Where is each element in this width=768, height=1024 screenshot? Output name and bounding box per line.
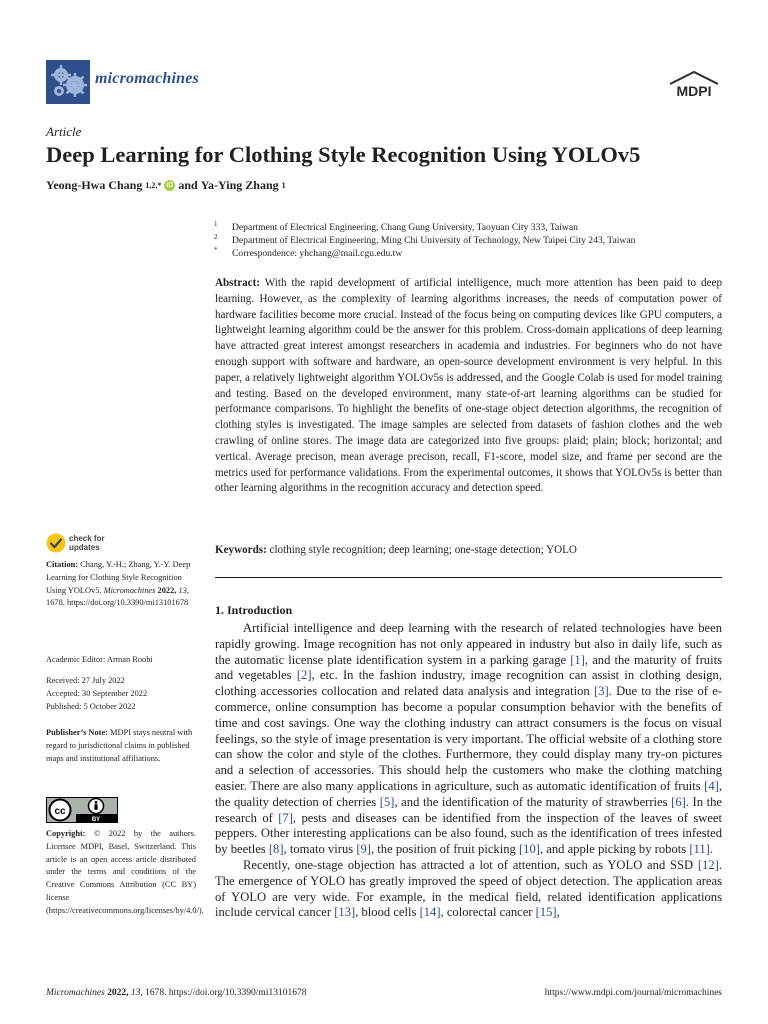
introduction-body: [215, 621, 722, 921]
author-name[interactable]: Yeong-Hwa Chang: [46, 178, 143, 192]
footer-doi-link[interactable]: 1678. https://doi.org/10.3390/mi13101678: [145, 988, 307, 998]
keywords-text: clothing style recognition; deep learning; one-stage detection; YOLO: [269, 544, 577, 556]
body-text-span: , the position of fruit picking: [371, 842, 519, 857]
footer-citation: [46, 988, 306, 998]
citation-link[interactable]: [1]: [570, 652, 585, 667]
check-for-updates-button[interactable]: [46, 533, 105, 553]
gears-icon: [46, 60, 90, 104]
citation-link[interactable]: [7]: [278, 810, 293, 825]
published-date: Published: 5 October 2022: [46, 701, 136, 711]
check-updates-line1: check for: [69, 534, 105, 543]
citation-link[interactable]: [3]: [593, 684, 609, 699]
citation-doi-link[interactable]: https://doi.org/10.3390/mi13101678: [66, 598, 189, 608]
citation-link[interactable]: [14]: [419, 905, 441, 920]
body-text-span: , pests and diseases can be identified from the inspection of the leaves of sweet peppers. Other interesting applications can be also found, such as the identification of trees infested by beetles: [215, 810, 722, 857]
abstract-text: With the rapid development of artificial intelligence, much more attention has been paid to deep learning. However, as the complexity of learning algorithms increases, the needs of computation power of hardware facilities become more crucial. Instead of the focus being on computing devices like GPU computers, a lightweight learning algorithm could be the answer for this problem. Cross-domain applications of deep learning have attracted great interest amongst researchers in academia and industries. For beginners who do not have enough support with software and hardware, an open-source development environment is very helpful. In this paper, a relatively lightweight algorithm YOLOv5s is addressed, and the Google Colab is used for model training and testing. Based on the developed environment, many state-of-art learning algorithms can be studied for performance comparisons. To highlight the benefits of one-stage object detection algorithms, the recognition of clothing styles is investigated. The image samples are selected from datasets of fashion clothes and the web crawling of online stores. The image data are categorized into five groups: plaid; plain; block; horizontal; and vertical. Average precison, mean average precison, recall, F1-score, model size, and frame per second are the metrics used for performance validations. From the experimental outcomes, it shows that YOLOv5s is better than other learning algorithms in the recognition accuracy and detection speed.: [215, 277, 722, 495]
body-text-span: . Due to the rise of e-commerce, online consumption has become a popular consumption behavior with the benefits of time and cost savings. One way the clothing industry can attract consumers is the focus on visual feelings, so the style of image presentation is very important. The official website of a clothing store can show the color and style of the clothes. Furthermore, they could display many try-on pictures and a selection of accessories. This should help the customers who make the clothing matching easier. There are also many applications in agriculture, such as automatic identification of fruits: [215, 684, 722, 793]
section-heading-introduction: 1. Introduction: [215, 603, 293, 617]
publisher-note-text: MDPI stays neutral with regard to jurisdictional claims in published maps and institutional affiliations.: [46, 728, 193, 763]
academic-editor: Academic Editor: Arman Roohi: [46, 655, 153, 664]
body-text-span: . The emergence of YOLO has greatly improved the speed of object detection. The application areas of YOLO are very wide. For example, in the medical field, related identification applications include cervical cancer: [215, 857, 722, 920]
cc-by-label: BY: [91, 817, 101, 823]
section-divider: [215, 577, 722, 578]
mdpi-logo-text: MDPI: [676, 83, 712, 99]
body-text-span: , etc. In the fashion industry, image recognition can assist in clothing design, clothing accessories collocation and related data analysis and integration: [215, 668, 722, 699]
body-text-span: , colorectal cancer: [440, 905, 536, 920]
citation-link[interactable]: [8]: [268, 842, 284, 857]
keywords-label: Keywords:: [215, 544, 267, 556]
body-text-span: , blood cells: [355, 905, 420, 920]
publisher-note: [46, 727, 196, 765]
body-text-span: ,: [556, 905, 560, 920]
article-title: Deep Learning for Clothing Style Recognition Using YOLOv5: [46, 142, 641, 167]
citation-link[interactable]: [4]: [704, 778, 719, 793]
citation-link[interactable]: [9]: [356, 842, 371, 857]
copyright-notice: [46, 828, 204, 918]
publication-dates: [46, 675, 196, 713]
citation-link[interactable]: [6]: [671, 794, 686, 809]
citation-link[interactable]: [5]: [379, 794, 395, 809]
citation-link[interactable]: [12]: [697, 857, 719, 872]
cc-by-license-icon[interactable]: [46, 797, 118, 823]
svg-text:cc: cc: [54, 806, 66, 817]
mdpi-logo[interactable]: [666, 70, 722, 100]
footer-journal-url[interactable]: https://www.mdpi.com/journal/micromachines: [544, 988, 722, 998]
body-paragraph: [215, 858, 722, 921]
affiliation-mark: 1: [214, 220, 218, 228]
affiliation-text: Department of Electrical Engineering, Ming Chi University of Technology, New Taipei City 243, Taiwan: [232, 235, 636, 246]
received-date: Received: 27 July 2022: [46, 676, 125, 685]
body-text-span: Artificial intelligence and deep learning with the research of related technologies have been rapidly growing. Image recognition has not only appeared in industry but also in daily life, such as the automatic license plate identification system in a parking garage: [215, 621, 722, 667]
author-affiliation-marks: 1,2,*: [145, 181, 162, 190]
body-text-span: , and the maturity of fruits and vegetables: [215, 652, 722, 683]
citation-volume: 13,: [178, 585, 189, 595]
correspondence: [214, 248, 402, 259]
keywords: [215, 543, 722, 558]
footer-journal: Micromachines: [46, 988, 105, 998]
affiliation: [214, 235, 635, 246]
affiliation: [214, 222, 578, 233]
affiliation-text: Department of Electrical Engineering, Chang Gung University, Taoyuan City 333, Taiwan: [232, 222, 578, 233]
citation-link[interactable]: [15]: [535, 905, 557, 920]
abstract: [215, 276, 722, 497]
abstract-label: Abstract:: [215, 277, 260, 289]
body-text-span: . In the research of: [215, 794, 722, 825]
citation-link[interactable]: [10]: [518, 842, 540, 857]
citation-label: Citation:: [46, 560, 79, 569]
citation-text: Chang, Y.-H.; Zhang, Y.-Y. Deep Learning for Clothing Style Recognition Using YOLOv5.: [46, 560, 191, 595]
author-name[interactable]: Ya-Ying Zhang: [200, 178, 279, 192]
check-for-updates-icon: [46, 533, 66, 553]
body-text-span: Recently, one-stage objection has attracted a lot of attention, such as YOLO and SSD: [243, 857, 698, 872]
body-text-span: , tomato virus: [283, 842, 357, 857]
footer-volume: 13,: [130, 988, 143, 998]
author-affiliation-marks: 1: [281, 181, 286, 190]
citation-link[interactable]: [2]: [296, 668, 312, 683]
article-type: Article: [46, 124, 82, 139]
citation-link[interactable]: [13]: [334, 905, 356, 920]
body-text-span: , the quality detection of cherries: [215, 778, 722, 809]
copyright-text: © 2022 by the authors. Licensee MDPI, Basel, Switzerland. This article is an open access article distributed under the terms and conditions of the Creative Commons Attribution (CC BY) license (https://creativecommons.org/licenses/by/4.0/).: [46, 829, 204, 915]
affiliation-mark: 2: [214, 233, 218, 241]
correspondence-text[interactable]: Correspondence: yhchang@mail.cgu.edu.tw: [232, 248, 403, 259]
citation-journal: Micromachines: [103, 585, 156, 595]
author-list: [46, 178, 286, 193]
check-updates-line2: updates: [69, 543, 100, 552]
publisher-note-label: Publisher’s Note:: [46, 728, 108, 737]
citation-block: [46, 559, 196, 610]
author-connector: and: [178, 178, 198, 192]
body-text-span: , and the identification of the maturity of strawberries: [394, 794, 672, 809]
body-text-span: , and apple picking by robots: [539, 842, 690, 857]
affiliation-mark: *: [214, 246, 218, 254]
citation-year: 2022,: [157, 585, 177, 595]
accepted-date: Accepted: 30 September 2022: [46, 688, 148, 698]
orcid-icon[interactable]: iD: [166, 182, 174, 189]
journal-name[interactable]: micromachines: [95, 70, 199, 87]
body-text-span: .: [709, 842, 713, 857]
citation-link[interactable]: [11]: [689, 842, 710, 857]
body-paragraph: [215, 621, 722, 858]
copyright-label: Copyright:: [46, 829, 86, 838]
footer-year: 2022,: [107, 988, 129, 998]
citation-pages: 1678.: [46, 598, 65, 608]
